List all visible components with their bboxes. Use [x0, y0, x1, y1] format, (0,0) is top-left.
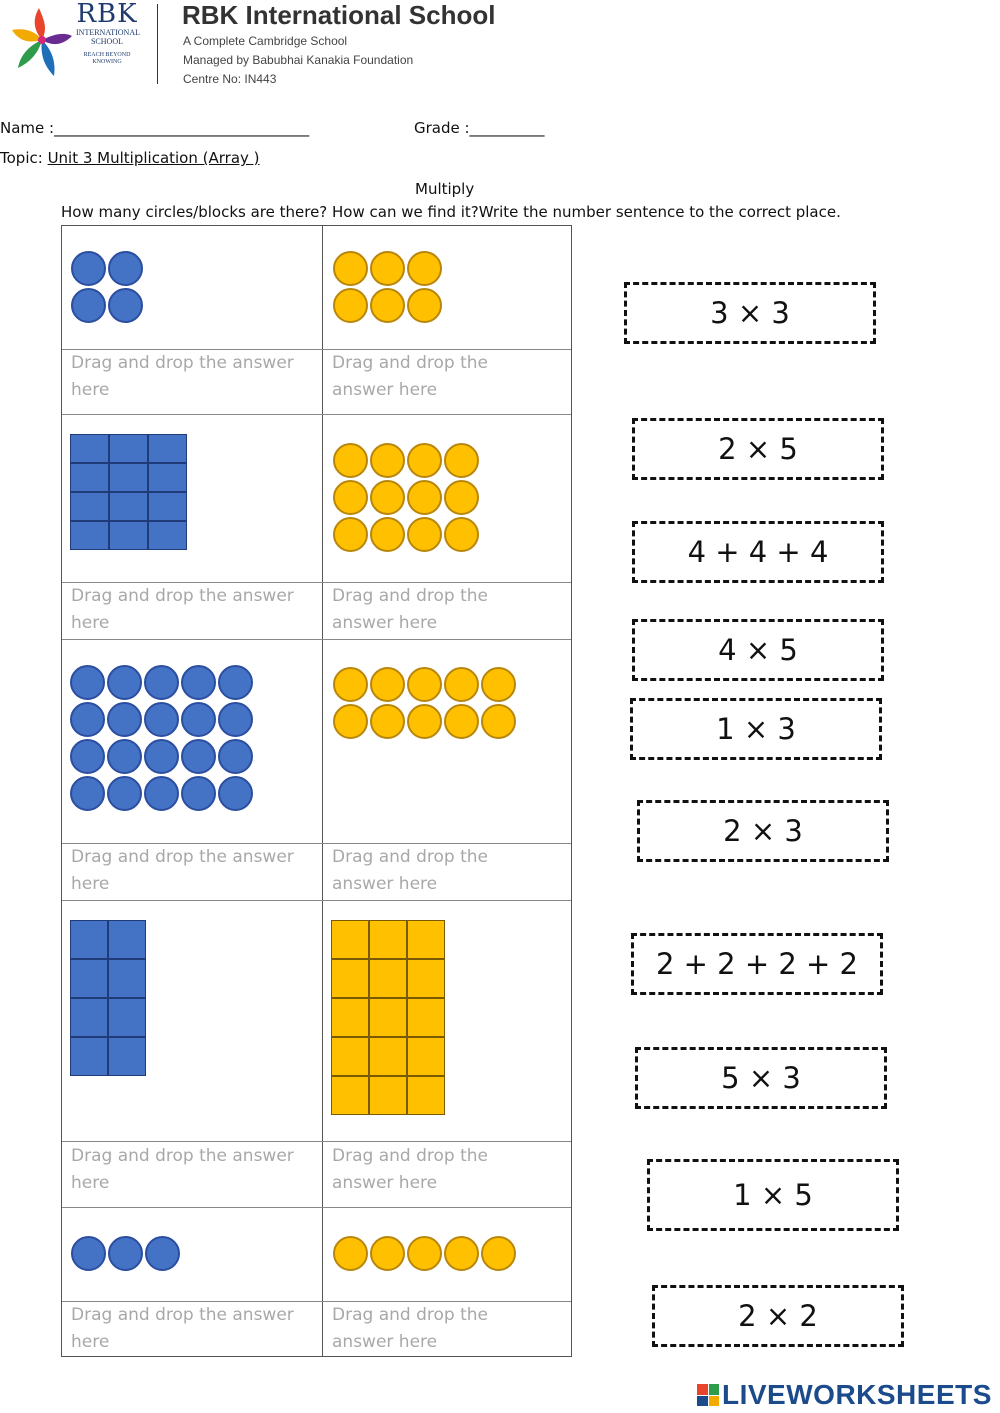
array-3-block — [148, 521, 187, 550]
array-7-block — [70, 920, 108, 959]
array-2-circle — [370, 251, 405, 286]
array-8-block — [331, 1037, 369, 1076]
array-3-block — [109, 521, 148, 550]
array-9-circle — [71, 1236, 106, 1271]
answer-card-5[interactable]: 1 × 3 — [630, 698, 882, 760]
array-8-block — [331, 1076, 369, 1115]
array-5-circle — [144, 665, 179, 700]
array-6-circle — [444, 667, 479, 702]
array-6-circle — [444, 704, 479, 739]
array-8-block — [407, 1076, 445, 1115]
array-1-circle — [71, 288, 106, 323]
array-10-circle — [333, 1236, 368, 1271]
topic-value: Unit 3 Multiplication (Array ) — [47, 149, 260, 167]
array-6-circle — [407, 704, 442, 739]
array-5-circle — [144, 702, 179, 737]
array-1-circle — [108, 288, 143, 323]
array-1-circle — [71, 251, 106, 286]
array-10-circle — [407, 1236, 442, 1271]
topic-line — [0, 149, 260, 167]
row-divider — [62, 1141, 571, 1142]
array-6-circle — [481, 667, 516, 702]
array-3-block — [148, 492, 187, 521]
array-8-block — [407, 959, 445, 998]
answer-card-7[interactable]: 2 + 2 + 2 + 2 — [631, 933, 883, 995]
array-4-circle — [370, 443, 405, 478]
array-5-circle — [107, 665, 142, 700]
array-8-block — [331, 959, 369, 998]
array-2-circle — [407, 251, 442, 286]
logo-school: SCHOOL — [90, 37, 123, 46]
array-7-block — [108, 959, 146, 998]
answer-card-1[interactable]: 3 × 3 — [624, 282, 876, 344]
array-8-block — [369, 1037, 407, 1076]
liveworksheets-brand: LIVEWORKSHEETS — [722, 1379, 992, 1410]
answer-card-3[interactable]: 4 + 4 + 4 — [632, 521, 884, 583]
array-5-circle — [181, 702, 216, 737]
array-2-circle — [333, 251, 368, 286]
array-3-block — [148, 463, 187, 492]
array-4-circle — [407, 443, 442, 478]
array-5-circle — [181, 739, 216, 774]
header-divider — [157, 4, 158, 84]
array-2-circle — [407, 288, 442, 323]
array-8-block — [407, 998, 445, 1037]
array-6-circle — [333, 704, 368, 739]
array-5-circle — [70, 702, 105, 737]
school-name: RBK International School — [182, 0, 496, 30]
logo-tagline-2: KNOWING — [92, 59, 122, 65]
array-6-circle — [370, 667, 405, 702]
array-4-circle — [333, 480, 368, 515]
school-tagline: A Complete Cambridge School — [183, 34, 348, 48]
liveworksheets-logo[interactable] — [697, 1379, 992, 1411]
array-4-circle — [444, 443, 479, 478]
array-5-circle — [218, 702, 253, 737]
array-3-block — [109, 434, 148, 463]
instructions: How many circles/blocks are there? How can we find it?Write the number sentence to the correct place. — [61, 203, 841, 221]
name-field[interactable]: Name :__________________________________ — [0, 119, 310, 137]
array-4-circle — [407, 480, 442, 515]
array-6-circle — [407, 667, 442, 702]
array-2-circle — [370, 288, 405, 323]
topic-label: Topic: — [0, 149, 48, 167]
array-3-block — [109, 492, 148, 521]
drop-zone-8[interactable]: Drag and drop the answer here — [332, 1146, 488, 1193]
drop-zone-7[interactable]: Drag and drop the answer here — [71, 1146, 294, 1193]
array-6-circle — [370, 704, 405, 739]
logo-tagline-1: REACH BEYOND — [83, 52, 131, 58]
answer-card-6[interactable]: 2 × 3 — [637, 800, 889, 862]
drop-zone-10[interactable]: Drag and drop the answer here — [332, 1305, 488, 1352]
grade-field[interactable]: Grade :__________ — [414, 119, 545, 137]
array-5-circle — [70, 665, 105, 700]
answer-card-4[interactable]: 4 × 5 — [632, 619, 884, 681]
array-8-block — [407, 1037, 445, 1076]
school-centre-no: Centre No: IN443 — [183, 72, 277, 86]
array-4-circle — [407, 517, 442, 552]
array-4-circle — [444, 480, 479, 515]
array-9-circle — [108, 1236, 143, 1271]
array-7-block — [108, 1037, 146, 1076]
array-7-block — [70, 959, 108, 998]
answer-card-9[interactable]: 1 × 5 — [647, 1159, 899, 1231]
drop-zone-5[interactable]: Drag and drop the answer here — [71, 847, 294, 894]
array-4-circle — [444, 517, 479, 552]
drop-zone-2[interactable]: Drag and drop the answer here — [332, 353, 488, 400]
array-8-block — [369, 998, 407, 1037]
array-5-circle — [107, 776, 142, 811]
array-5-circle — [181, 776, 216, 811]
array-4-circle — [370, 517, 405, 552]
array-3-block — [109, 463, 148, 492]
drop-zone-1[interactable]: Drag and drop the answer here — [71, 353, 294, 400]
answer-card-10[interactable]: 2 × 2 — [652, 1285, 904, 1347]
array-6-circle — [481, 704, 516, 739]
drop-zone-4[interactable]: Drag and drop the answer here — [332, 586, 488, 633]
liveworksheets-icon — [697, 1384, 719, 1406]
worksheet-heading: Multiply — [415, 180, 475, 198]
array-4-circle — [333, 443, 368, 478]
school-foundation: Managed by Babubhai Kanakia Foundation — [183, 53, 414, 67]
answer-card-8[interactable]: 5 × 3 — [635, 1047, 887, 1109]
school-logo-icon — [4, 0, 74, 80]
answer-card-2[interactable]: 2 × 5 — [632, 418, 884, 480]
array-5-circle — [144, 739, 179, 774]
column-divider — [322, 226, 323, 1356]
array-5-circle — [144, 776, 179, 811]
array-9-circle — [145, 1236, 180, 1271]
array-3-block — [70, 492, 109, 521]
array-3-block — [70, 463, 109, 492]
array-8-block — [369, 1076, 407, 1115]
array-7-block — [70, 998, 108, 1037]
array-1-circle — [108, 251, 143, 286]
array-5-circle — [70, 776, 105, 811]
array-5-circle — [218, 665, 253, 700]
array-10-circle — [481, 1236, 516, 1271]
array-7-block — [70, 1037, 108, 1076]
array-5-circle — [218, 739, 253, 774]
logo-rbk: RBK — [76, 0, 138, 29]
array-3-block — [70, 434, 109, 463]
array-5-circle — [107, 739, 142, 774]
array-7-block — [108, 998, 146, 1037]
array-3-block — [148, 434, 187, 463]
array-8-block — [331, 920, 369, 959]
array-10-circle — [444, 1236, 479, 1271]
drop-zone-9[interactable]: Drag and drop the answer here — [71, 1305, 294, 1352]
logo-text — [76, 0, 138, 66]
array-4-circle — [333, 517, 368, 552]
array-5-circle — [107, 702, 142, 737]
row-divider — [62, 414, 571, 415]
array-5-circle — [218, 776, 253, 811]
row-divider — [62, 900, 571, 901]
array-7-block — [108, 920, 146, 959]
array-6-circle — [333, 667, 368, 702]
array-4-circle — [370, 480, 405, 515]
logo-international: INTERNATIONAL — [76, 28, 140, 37]
drop-zone-6[interactable]: Drag and drop the answer here — [332, 847, 488, 894]
array-5-circle — [70, 739, 105, 774]
row-divider — [62, 1207, 571, 1208]
drop-zone-3[interactable]: Drag and drop the answer here — [71, 586, 294, 633]
array-5-circle — [181, 665, 216, 700]
array-8-block — [407, 920, 445, 959]
array-3-block — [70, 521, 109, 550]
row-divider — [62, 639, 571, 640]
array-8-block — [369, 920, 407, 959]
array-10-circle — [370, 1236, 405, 1271]
array-8-block — [331, 998, 369, 1037]
array-2-circle — [333, 288, 368, 323]
array-8-block — [369, 959, 407, 998]
